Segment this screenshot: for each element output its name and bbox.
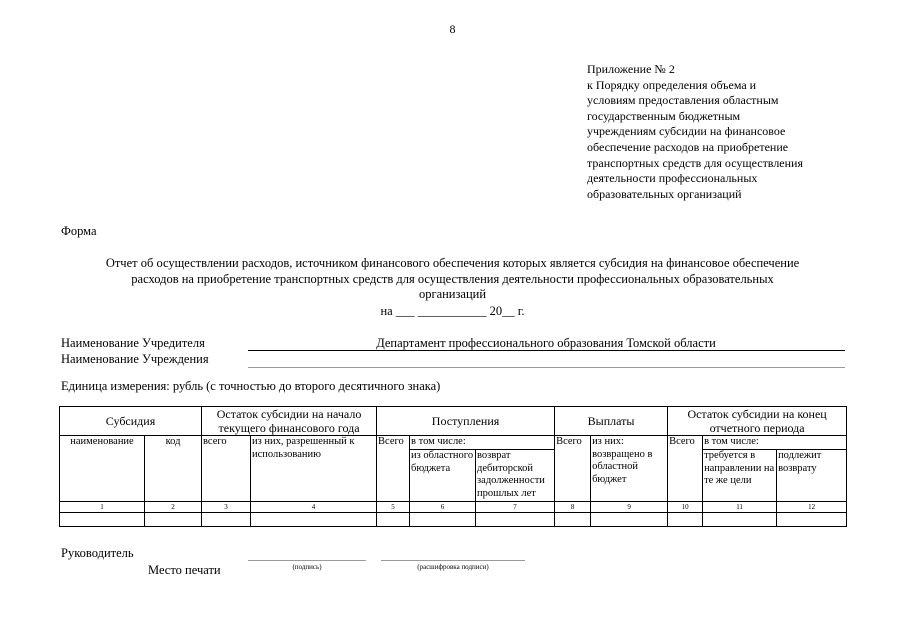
founder-underline: [248, 350, 845, 351]
table-cell: [703, 513, 777, 527]
col-end-total: Всего: [668, 436, 703, 502]
col-income-incl: в том числе:: [410, 436, 555, 450]
units-label: Единица измерения: рубль (с точностью до второго десятичного знака): [61, 379, 441, 393]
table-cell: [60, 513, 145, 527]
col-income-total: Всего: [377, 436, 410, 502]
seal-label: Место печати: [148, 563, 221, 577]
group-subsidy: Субсидия: [60, 407, 202, 436]
signature-caption: (подпись): [292, 563, 322, 571]
appendix-line: обеспечение расходов на приобретение: [587, 139, 789, 154]
appendix-line: учреждениям субсидии на финансовое: [587, 124, 786, 139]
institution-label: Наименование Учреждения: [61, 352, 209, 366]
col-required-same: требуется в направлении на те же цели: [703, 450, 777, 502]
group-balance-end: Остаток субсидии на конец отчетного периода: [668, 407, 847, 436]
col-end-incl: в том числе:: [703, 436, 847, 450]
table-cell: [145, 513, 202, 527]
head-label: Руководитель: [61, 546, 134, 560]
decode-line: [381, 560, 525, 561]
column-number: 3: [202, 502, 251, 513]
appendix-line: государственным бюджетным: [587, 108, 741, 123]
table-cell: [777, 513, 847, 527]
group-income: Поступления: [377, 407, 555, 436]
column-number: 1: [60, 502, 145, 513]
appendix-line: Приложение № 2: [587, 62, 675, 76]
report-title-line: расходов на приобретение транспортных средств для осуществления деятельности профессиональных образовательных: [131, 271, 774, 286]
col-payments-total: Всего: [555, 436, 591, 502]
appendix-block: [587, 62, 887, 202]
founder-value: Департамент профессионального образования Томской области: [376, 336, 716, 350]
page-number: 8: [449, 22, 456, 36]
report-table: [59, 406, 847, 527]
form-label: Форма: [61, 224, 97, 238]
institution-underline: [248, 367, 845, 368]
decode-caption: (расшифровка подписи): [417, 563, 489, 571]
group-payments: Выплаты: [555, 407, 668, 436]
group-balance-start: Остаток субсидии на начало текущего финансового года: [202, 407, 377, 436]
appendix-line: условиям предоставления областным: [587, 93, 779, 108]
table-cell: [668, 513, 703, 527]
table-cell: [476, 513, 555, 527]
report-title: [56, 256, 849, 303]
table-cell: [410, 513, 476, 527]
appendix-line: деятельности профессиональных: [587, 171, 758, 186]
column-number: 11: [703, 502, 777, 513]
table-cell: [555, 513, 591, 527]
table-cell: [377, 513, 410, 527]
report-title-line: организаций: [418, 287, 487, 301]
founder-label: Наименование Учредителя: [61, 336, 205, 350]
column-number: 2: [145, 502, 202, 513]
col-allowed: из них, разрешенный к использованию: [251, 436, 377, 502]
appendix-line: транспортных средств для осуществления: [587, 155, 803, 170]
column-number: 12: [777, 502, 847, 513]
column-number: 9: [591, 502, 668, 513]
column-number: 4: [251, 502, 377, 513]
col-code: код: [145, 436, 202, 502]
table-cell: [251, 513, 377, 527]
col-total-start: всего: [202, 436, 251, 502]
col-payments-returned: из них: возвращено в областной бюджет: [591, 436, 668, 502]
appendix-line: образовательных организаций: [587, 186, 742, 201]
column-number: 7: [476, 502, 555, 513]
column-number: 10: [668, 502, 703, 513]
col-receivables-return: возврат дебиторской задолженности прошлых лет: [476, 450, 555, 502]
table-row: [60, 513, 847, 527]
report-title-line: Отчет об осуществлении расходов, источником финансового обеспечения которых является субсидия на финансовое обеспечение: [105, 256, 800, 270]
table-cell: [591, 513, 668, 527]
col-to-return: подлежит возврату: [777, 450, 847, 502]
column-number: 8: [555, 502, 591, 513]
column-number: 6: [410, 502, 476, 513]
column-number: 5: [377, 502, 410, 513]
report-date-line: на ___ ___________ 20__ г.: [380, 304, 525, 318]
col-name: наименование: [60, 436, 145, 502]
signature-line: [248, 560, 366, 561]
table-cell: [202, 513, 251, 527]
col-regional-budget: из областного бюджета: [410, 450, 476, 502]
appendix-line: к Порядку определения объема и: [587, 77, 757, 92]
